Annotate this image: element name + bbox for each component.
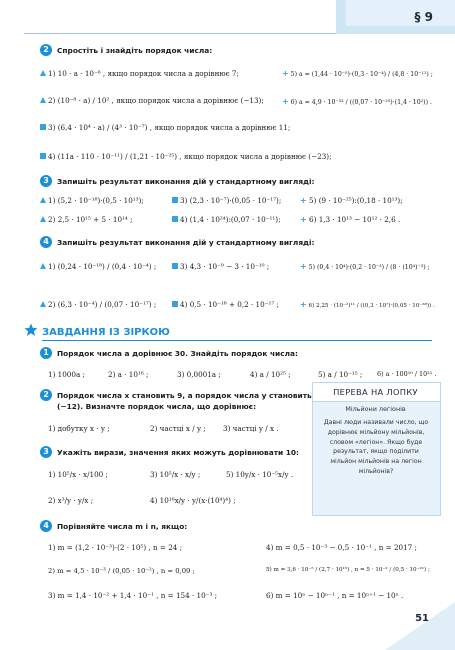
task-2-item-6: + 6) a = 4,9 · 10⁻³³ / ((0,07 · 10⁻²⁵)·(1,4 · 10²)) . bbox=[282, 97, 432, 106]
square-icon bbox=[172, 216, 178, 222]
square-icon bbox=[172, 301, 178, 307]
square-icon bbox=[40, 124, 46, 130]
star-task-1-item-2: 2) a · 10¹⁶ ; bbox=[108, 370, 149, 379]
star-task-4-item-4: 4) m = 0,5 · 10⁻³ − 0,5 · 10⁻¹ , n = 2017 ; bbox=[266, 543, 417, 552]
star-task-4-item-3: 3) m = 1,4 · 10⁻² + 1,4 · 10⁻¹ , n = 154 · 10⁻³ ; bbox=[48, 591, 218, 600]
task-4-item-6: + 6) 2,25 · (10⁻²)¹¹ / ((0,3 · 10⁷)·(0,05 · 10⁻³⁸)) . bbox=[300, 300, 435, 309]
task-4-item-4: 4) 0,5 · 10⁻¹⁸ + 0,2 · 10⁻¹⁷ ; bbox=[172, 300, 279, 309]
star-task-1-item-5: 5) a / 10⁻¹⁵ ; bbox=[318, 370, 363, 379]
star-task-2-line-2: (−12). Визначте порядок числа, що дорівнює: bbox=[57, 402, 257, 411]
triangle-icon bbox=[40, 70, 46, 76]
star-icon bbox=[24, 323, 38, 337]
square-icon bbox=[172, 197, 178, 203]
sidebar-subtitle: Мільйони легіонів bbox=[345, 405, 406, 413]
star-task-4-item-2: 2) m = 4,5 · 10⁻³ / (0,05 · 10⁻²) , n = 0,09 ; bbox=[48, 567, 195, 575]
star-task-3-badge: 3 bbox=[40, 446, 52, 458]
page-number: 51 bbox=[415, 613, 429, 624]
triangle-icon bbox=[40, 216, 46, 222]
triangle-icon bbox=[40, 97, 46, 103]
task-4-title: Запишіть результат виконання дій у стандартному вигляді: bbox=[57, 238, 315, 247]
star-task-2-item-1: 1) добутку x · y ; bbox=[48, 424, 110, 433]
cross-icon: + bbox=[300, 196, 307, 205]
star-task-4-item-1: 1) m = (1,2 · 10⁻³)·(2 · 10⁵) , n = 24 ; bbox=[48, 543, 183, 552]
task-4-item-2: 2) (6,3 · 10⁻⁴) / (0,07 · 10⁻¹⁷) ; bbox=[40, 300, 156, 309]
star-task-2-item-3: 3) частці y / x . bbox=[223, 424, 279, 433]
cross-icon: + bbox=[282, 97, 289, 106]
task-3-item-5: + 5) (9 · 10⁻²⁵):(0,18 · 10¹³); bbox=[300, 196, 403, 205]
task-3-item-2: 2) 2,5 · 10¹⁵ + 5 · 10¹⁴ ; bbox=[40, 215, 133, 224]
star-task-1-item-3: 3) 0,0001a ; bbox=[177, 370, 221, 379]
task-2-title: Спростіть і знайдіть порядок числа: bbox=[57, 46, 213, 55]
task-2-item-3: 3) (6,4 · 10⁴ · a) / (4³ · 10⁻⁷) , якщо порядок числа a дорівнює 11; bbox=[40, 123, 290, 132]
task-2-item-1: 1) 10 · a · 10⁻⁶ , якщо порядок числа a дорівнює 7; bbox=[40, 69, 239, 78]
star-task-4-badge: 4 bbox=[40, 520, 52, 532]
task-4-item-5: + 5) (0,4 · 10⁴)·(0,2 · 10⁻³) / (8 · (10⁴)⁻³) ; bbox=[300, 262, 430, 271]
task-2-item-2: 2) (10⁻⁸ · a) / 10² , якщо порядок числа a дорівнює (−13); bbox=[40, 96, 264, 105]
star-task-2-item-2: 2) частці x / y ; bbox=[150, 424, 206, 433]
star-task-4-item-5: 5) m = 3,6 · 10⁻⁵ / (2,7 · 10¹⁵) , n = 5 · 10⁻² / (0,5 · 10⁻²¹) ; bbox=[266, 567, 430, 573]
cross-icon: + bbox=[300, 300, 307, 309]
task-3-item-6: + 6) 1,3 · 10¹³ − 10¹² · 2,6 . bbox=[300, 215, 401, 224]
task-3-item-1: 1) (5,2 · 10⁻¹⁸)·(0,5 · 10¹³); bbox=[40, 196, 144, 205]
star-task-1-badge: 1 bbox=[40, 347, 52, 359]
task-3-item-3: 3) (2,3 · 10⁻⁷)·(0,05 · 10⁻¹⁷); bbox=[172, 196, 281, 205]
star-task-1-item-4: 4) a / 10²⁵ ; bbox=[250, 370, 291, 379]
star-section-title: ЗАВДАННЯ ІЗ ЗІРКОЮ bbox=[42, 327, 170, 338]
page-corner bbox=[385, 602, 455, 650]
task-3-title: Запишіть результат виконання дій у стандартному вигляді: bbox=[57, 177, 315, 186]
star-section-rule bbox=[42, 340, 432, 341]
task-4-item-1: 1) (0,24 · 10⁻¹⁸) / (0,4 · 10⁻⁴) ; bbox=[40, 262, 156, 271]
task-4-item-3: 3) 4,3 · 10⁻⁹ − 3 · 10⁻¹⁰ ; bbox=[172, 262, 269, 271]
star-task-4-title: Порівняйте числа m і n, якщо: bbox=[57, 522, 188, 531]
square-icon bbox=[172, 263, 178, 269]
task-2-item-5: + 5) a = (1,44 · 10⁻⁵)·(0,3 · 10⁻⁴) / (4,8 · 10⁻¹¹) ; bbox=[282, 69, 433, 78]
sidebar-title: ПЕРЕВА НА ЛОПКУ bbox=[333, 387, 418, 397]
section-number: § 9 bbox=[414, 10, 433, 24]
task-3-badge: 3 bbox=[40, 175, 52, 187]
star-task-1-title: Порядок числа a дорівнює 30. Знайдіть порядок числа: bbox=[57, 349, 298, 358]
task-2-item-4: 4) (11a · 110 · 10⁻¹¹) / (1,21 · 10⁻²⁵) , якщо порядок числа a дорівнює (−23); bbox=[40, 152, 332, 161]
header-rule bbox=[24, 33, 336, 34]
cross-icon: + bbox=[300, 215, 307, 224]
star-task-1-item-1: 1) 1000a ; bbox=[48, 370, 85, 379]
star-task-3-item-5: 5) 10y/x · 10⁻⁵x/y . bbox=[226, 470, 294, 479]
task-3-item-4: 4) (1,4 · 10²⁴):(0,07 · 10⁻¹¹); bbox=[172, 215, 281, 224]
triangle-icon bbox=[40, 301, 46, 307]
star-task-3-item-2: 2) x³/y · y/x ; bbox=[48, 496, 94, 505]
sidebar-text: Давні люди називали число, що дорівнює мільйону мільйонів, словом «легіон». Якщо буде результат, якщо поділити мільйон мільйонів на легіон мільйонів? bbox=[323, 419, 429, 475]
section-tab-inner bbox=[346, 0, 455, 26]
cross-icon: + bbox=[300, 262, 307, 271]
triangle-icon bbox=[40, 263, 46, 269]
star-task-3-item-1: 1) 10⁵/x · x/100 ; bbox=[48, 470, 108, 479]
star-task-2-badge: 2 bbox=[40, 389, 52, 401]
star-task-3-item-4: 4) 10¹⁶x/y · y/(x·(10⁴)⁴) ; bbox=[150, 496, 236, 505]
square-icon bbox=[40, 153, 46, 159]
star-task-1-item-6: 6) a · 100¹⁰ / 10²¹ . bbox=[377, 370, 437, 378]
triangle-icon bbox=[40, 197, 46, 203]
task-4-badge: 4 bbox=[40, 236, 52, 248]
star-task-4-item-6: 6) m = 10ⁿ − 10ⁿ⁻¹ , n = 10ⁿ⁺¹ − 10ⁿ . bbox=[266, 591, 404, 600]
star-task-2-line-1: Порядок числа x становить 9, а порядок числа y становить bbox=[57, 391, 312, 400]
star-task-3-item-3: 3) 10⁵/x · x/y ; bbox=[150, 470, 201, 479]
task-2-badge: 2 bbox=[40, 44, 52, 56]
star-task-3-title: Укажіть вирази, значення яких можуть дорівнювати 10: bbox=[57, 448, 299, 457]
cross-icon: + bbox=[282, 69, 289, 78]
